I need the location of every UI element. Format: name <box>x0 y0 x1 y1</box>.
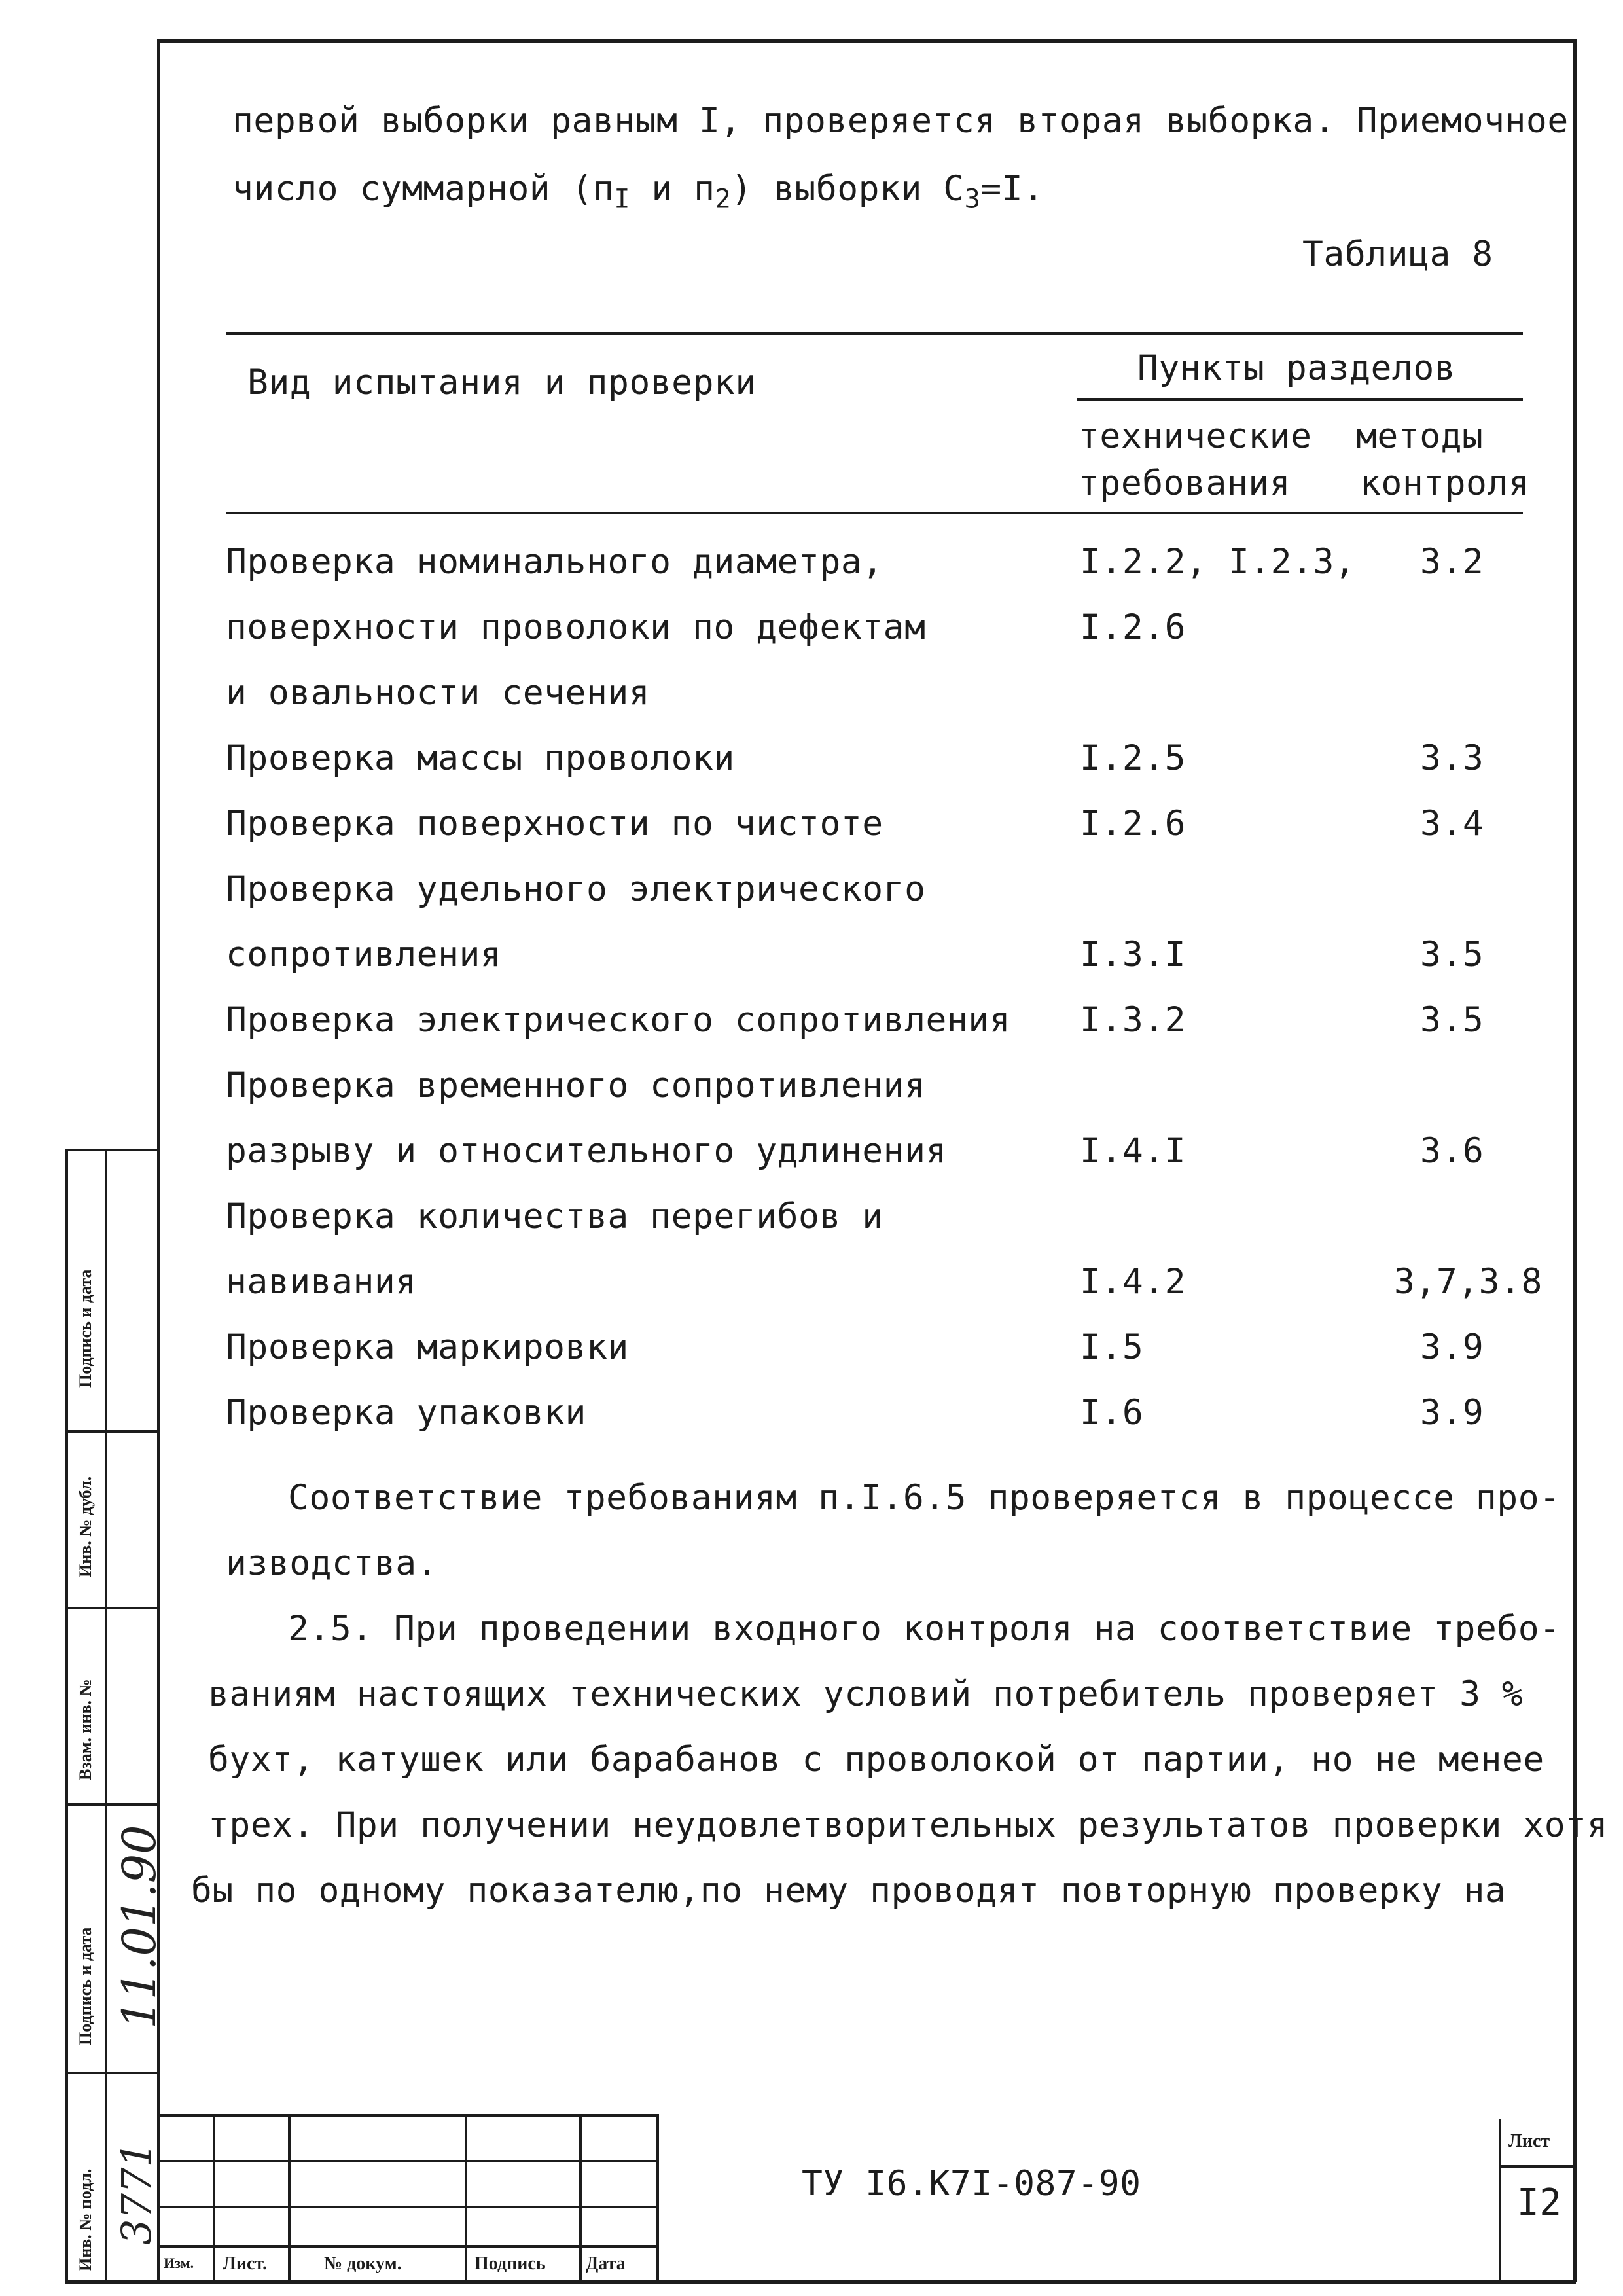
col-header-test-type: Вид испытания и проверки <box>247 363 757 403</box>
row-8-line-1: Проверка маркировки <box>226 1327 629 1367</box>
title-block-mid-rule <box>160 2160 659 2162</box>
intro-line-2-a: число суммарной (п <box>232 169 615 209</box>
row-7-line-2: навивания <box>226 1262 417 1302</box>
tb-label-izm: Изм. <box>164 2255 194 2271</box>
row-6-method: 3.6 <box>1420 1131 1484 1171</box>
side-stamp-div-4 <box>65 2072 160 2074</box>
row-2-line-1: Проверка массы проволоки <box>226 738 735 778</box>
table-top-rule <box>226 332 1523 335</box>
row-4-method: 3.5 <box>1420 935 1484 975</box>
row-7-line-1: Проверка количества перегибов и <box>226 1196 883 1236</box>
row-3-line-1: Проверка поверхности по чистоте <box>226 804 883 844</box>
row-7-method: 3,7,3.8 <box>1394 1262 1543 1302</box>
row-8-method: 3.9 <box>1420 1327 1484 1367</box>
tb-label-dokum: № докум. <box>324 2253 402 2274</box>
intro-line-1: первой выборки равным I, проверяется вторая выборка. Приемочное <box>232 101 1569 141</box>
row-1-method: 3.2 <box>1420 542 1484 582</box>
sheet-box-left <box>1499 2119 1501 2282</box>
side-stamp-outer-line <box>65 1149 68 2283</box>
para2-line-5: бы по одному показателю,по нему проводят повторную проверку на <box>191 1871 1507 1910</box>
row-9-req: I.6 <box>1080 1393 1144 1433</box>
row-1-req-2: I.2.6 <box>1080 607 1186 647</box>
col-header-req-1: технические <box>1079 416 1312 456</box>
row-6-line-2: разрыву и относительного удлинения <box>226 1131 947 1171</box>
side-label-inv-podl: Инв. № подл. <box>76 2168 95 2271</box>
col-header-req-2: требования <box>1079 463 1291 503</box>
side-stamp-div-2 <box>65 1607 160 1609</box>
row-2-req: I.2.5 <box>1080 738 1186 778</box>
intro-line-2-b: и п <box>630 169 715 209</box>
row-3-method: 3.4 <box>1420 804 1484 844</box>
side-stamp-inner-line <box>105 1149 107 2283</box>
group-header-sections: Пункты разделов <box>1137 348 1456 388</box>
row-1-line-2: поверхности проволоки по дефектам <box>226 607 926 647</box>
side-label-vzam-inv: Взам. инв. № <box>76 1679 95 1780</box>
handwritten-date: 11.01.90 <box>113 1825 166 2029</box>
row-8-req: I.5 <box>1080 1327 1144 1367</box>
para1-line-2: изводства. <box>226 1543 438 1583</box>
intro-line-2 <box>232 171 1044 213</box>
table-header-rule <box>226 512 1523 514</box>
row-1-line-1: Проверка номинального диаметра, <box>226 542 883 582</box>
row-6-req: I.4.I <box>1080 1131 1186 1171</box>
row-9-line-1: Проверка упаковки <box>226 1393 586 1433</box>
tb-label-podpis: Подпись <box>474 2253 546 2274</box>
tb-col-sep-2 <box>288 2114 291 2282</box>
row-5-line-1: Проверка электрического сопротивления <box>226 1000 1011 1040</box>
frame-bottom-border <box>65 2280 1576 2284</box>
row-9-method: 3.9 <box>1420 1393 1484 1433</box>
document-designation: ТУ I6.К7I-087-90 <box>802 2164 1141 2204</box>
side-label-podpis-data-top: Подпись и дата <box>76 1269 95 1388</box>
para2-line-2: ваниям настоящих технических условий потребитель проверяет 3 % <box>208 1674 1524 1714</box>
row-4-req: I.3.I <box>1080 935 1186 975</box>
title-block-header-rule <box>160 2245 659 2248</box>
col-header-method-1: методы <box>1356 416 1484 456</box>
row-4-line-1: Проверка удельного электрического <box>226 869 926 909</box>
group-header-rule <box>1077 398 1523 401</box>
tb-label-list: Лист. <box>223 2253 268 2274</box>
side-stamp-top <box>65 1149 160 1151</box>
para2-line-4: трех. При получении неудовлетворительных результатов проверки хотя <box>208 1805 1608 1845</box>
handwritten-inv: 3771 <box>113 2142 160 2245</box>
side-label-podpis-data-bottom: Подпись и дата <box>76 1927 95 2045</box>
sheet-box-rule <box>1499 2165 1576 2168</box>
row-7-req: I.4.2 <box>1080 1262 1186 1302</box>
row-3-req: I.2.6 <box>1080 804 1186 844</box>
intro-sub-1: I <box>614 184 630 215</box>
row-5-req: I.3.2 <box>1080 1000 1186 1040</box>
row-1-line-3: и овальности сечения <box>226 673 651 713</box>
sheet-label: Лист <box>1508 2131 1550 2151</box>
table-caption: Таблица 8 <box>1302 234 1493 274</box>
para1-line-1: Соответствие требованиям п.I.6.5 проверяется в процессе про- <box>288 1478 1561 1518</box>
row-4-line-2: сопротивления <box>226 935 502 975</box>
tb-col-sep-4 <box>579 2114 582 2282</box>
row-5-method: 3.5 <box>1420 1000 1484 1040</box>
frame-top-border <box>158 39 1577 43</box>
intro-line-2-c: ) выборки С <box>731 169 965 209</box>
intro-line-2-d: =I. <box>980 169 1044 209</box>
side-stamp-div-1 <box>65 1430 160 1433</box>
para2-line-3: бухт, катушек или барабанов с проволокой от партии, но не менее <box>208 1740 1544 1780</box>
row-1-req-1: I.2.2, I.2.3, <box>1080 542 1356 582</box>
title-block-top-rule <box>160 2114 659 2117</box>
intro-sub-3: 3 <box>964 184 981 215</box>
sheet-number: I2 <box>1517 2181 1562 2224</box>
title-block-low-rule <box>160 2206 659 2208</box>
frame-right-border <box>1573 39 1577 2282</box>
side-label-inv-dubl: Инв. № дубл. <box>76 1476 95 1577</box>
row-2-method: 3.3 <box>1420 738 1484 778</box>
tb-label-data: Дата <box>586 2253 626 2274</box>
tb-col-sep-5 <box>656 2114 659 2282</box>
tb-col-sep-3 <box>465 2114 467 2282</box>
col-header-method-2: контроля <box>1360 463 1530 503</box>
para2-line-1: 2.5. При проведении входного контроля на соответствие требо- <box>288 1609 1561 1649</box>
row-6-line-1: Проверка временного сопротивления <box>226 1066 926 1105</box>
side-stamp-div-3 <box>65 1803 160 1806</box>
tb-col-sep-1 <box>213 2114 215 2282</box>
intro-sub-2: 2 <box>715 184 732 215</box>
